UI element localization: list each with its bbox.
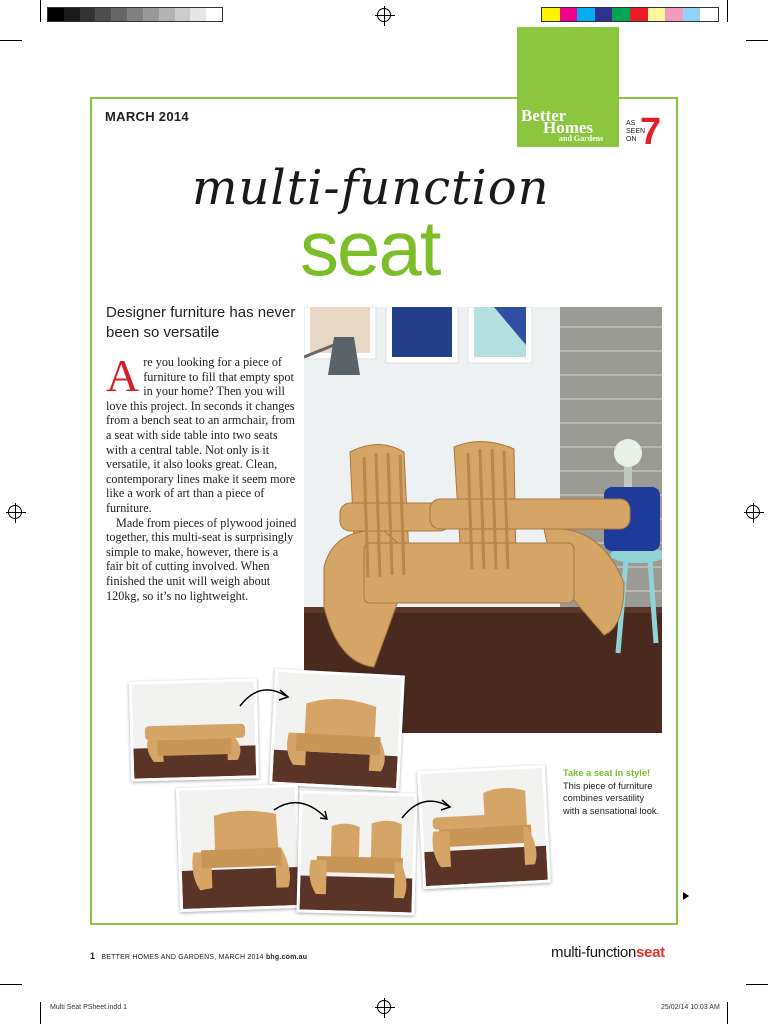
crop-mark — [746, 984, 768, 985]
crop-mark — [40, 1002, 41, 1024]
seen-line: AS — [626, 120, 636, 127]
registration-mark-icon — [8, 505, 22, 519]
curved-arrow-icon — [270, 796, 330, 822]
curved-arrow-icon — [398, 796, 454, 822]
color-swatch — [542, 8, 560, 21]
color-calibration-bar — [541, 7, 719, 22]
seen-line: ON — [626, 136, 637, 143]
print-slug-timestamp: 25/02/14 10:03 AM — [661, 1004, 720, 1011]
hero-photo — [304, 307, 662, 733]
color-swatch — [595, 8, 613, 21]
color-swatch — [577, 8, 595, 21]
subheading: Designer furniture has never been so versatile — [106, 304, 296, 341]
curved-arrow-icon — [236, 684, 292, 710]
color-swatch — [683, 8, 701, 21]
crop-mark — [727, 1002, 728, 1024]
section-tag-plain: multi-function — [551, 944, 637, 961]
brand-line: Homes — [543, 118, 594, 137]
step-photo — [417, 765, 551, 890]
grey-swatch — [80, 8, 96, 21]
section-tag — [551, 944, 665, 961]
website-link[interactable]: bhg.com.au — [265, 954, 308, 961]
caption-lead: Take a seat in style! — [563, 768, 651, 778]
color-swatch — [560, 8, 578, 21]
crop-mark — [0, 40, 22, 41]
registration-mark-icon — [377, 8, 391, 22]
grey-calibration-bar — [47, 7, 223, 22]
issue-date: MARCH 2014 — [105, 109, 189, 124]
section-tag-bold: seat — [636, 944, 665, 961]
grey-swatch — [190, 8, 206, 21]
brand-logo — [521, 106, 604, 143]
grey-swatch — [206, 8, 222, 21]
step-photo-illustration — [420, 768, 548, 886]
grey-swatch — [143, 8, 159, 21]
color-swatch — [700, 8, 718, 21]
crop-mark — [727, 0, 728, 22]
grey-swatch — [64, 8, 80, 21]
color-swatch — [630, 8, 648, 21]
brand-line: Better — [521, 106, 567, 125]
brand-line: and Gardens — [559, 134, 604, 143]
crop-mark — [40, 0, 41, 22]
color-swatch — [648, 8, 666, 21]
title-line-1: multi-function — [192, 160, 550, 216]
grey-swatch — [175, 8, 191, 21]
caption-text: This piece of furniture combines versatility with a sensational look. — [563, 780, 660, 816]
print-slug-file: Multi Seat PSheet.indd 1 — [50, 1004, 128, 1011]
grey-swatch — [111, 8, 127, 21]
drop-cap: A — [106, 350, 140, 401]
paragraph: Made from pieces of plywood joined together, this multi-seat is surprisingly simple to make, however, there is a fair bit of cutting involved. When finished the unit will weigh about 120kg, so it’s no lightweight. — [106, 515, 297, 603]
crop-mark — [746, 40, 768, 41]
registration-mark-icon — [746, 505, 760, 519]
color-swatch — [665, 8, 683, 21]
next-page-arrow-icon — [683, 892, 689, 900]
page-number: 1 — [90, 951, 96, 961]
channel-seven-logo: 7 — [640, 111, 662, 153]
paragraph — [106, 350, 298, 516]
page-footer — [90, 951, 307, 961]
paragraph-text: re you looking for a piece of furniture to fill that empty spot in your home? Then you will love this project. In seconds it changes from a bench seat to an armchair, from a seat with side table into two seats with a central table. Not only is it versatile, it also looks great. Clean, contemporary lines make it seem more like a work of art than a piece of furniture. — [106, 355, 296, 515]
grey-swatch — [127, 8, 143, 21]
title-line-2: seat — [300, 204, 440, 292]
article-body — [106, 350, 298, 603]
publication-name: BETTER HOMES AND GARDENS, MARCH 2014 — [101, 954, 264, 961]
grey-swatch — [159, 8, 175, 21]
grey-swatch — [48, 8, 64, 21]
color-swatch — [612, 8, 630, 21]
seen-line: SEEN — [626, 128, 646, 135]
grey-swatch — [95, 8, 111, 21]
crop-mark — [0, 984, 22, 985]
hero-photo-illustration — [304, 307, 662, 733]
photo-caption — [563, 767, 663, 817]
registration-mark-icon — [377, 1000, 391, 1014]
